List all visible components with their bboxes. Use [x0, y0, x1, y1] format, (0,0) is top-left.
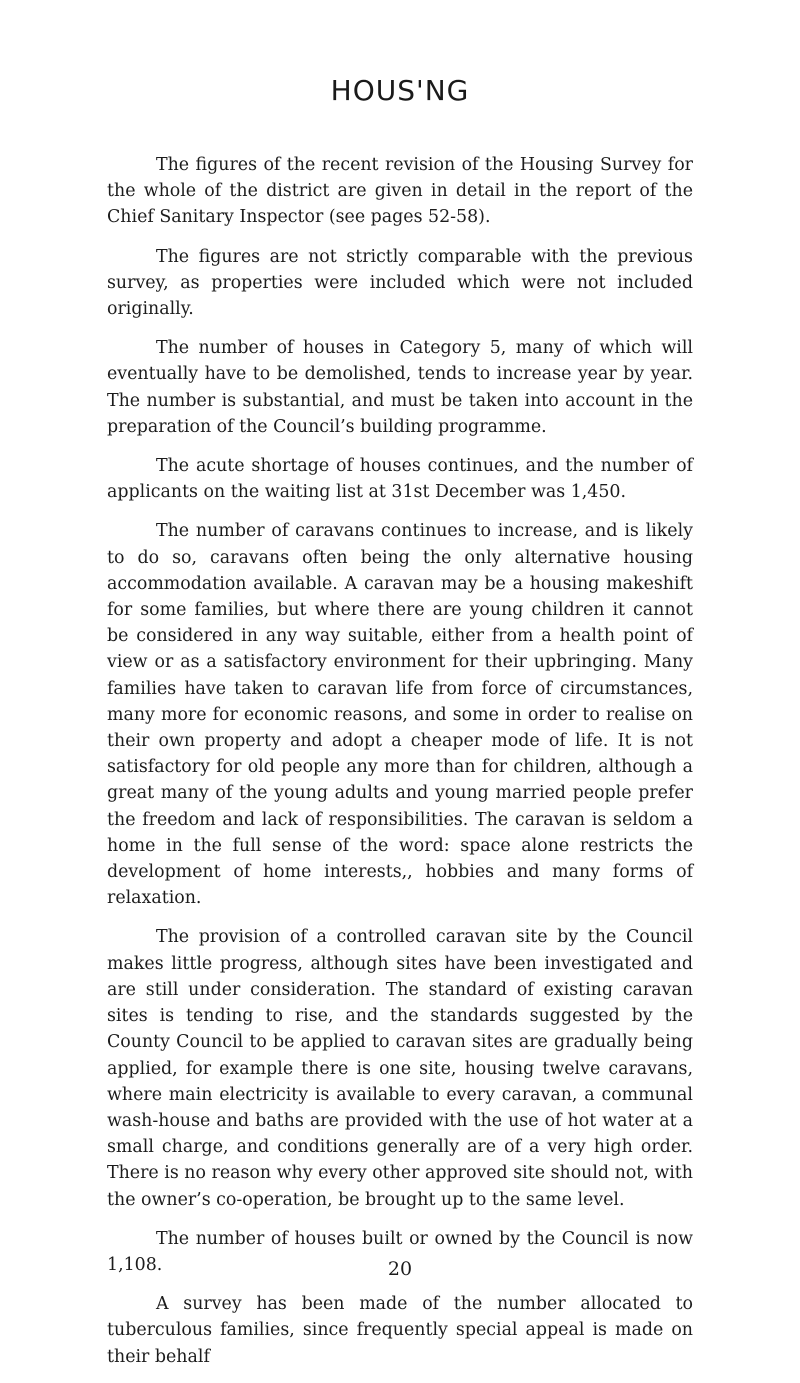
- body-text: [107, 152, 693, 1383]
- paragraph-shortage: The acute shortage of houses continues, and the number of applicants on the waiting list at 31st December was 1,450.: [107, 456, 693, 503]
- paragraph-caravans: The number of caravans continues to increase, and is likely to do so, caravans often being the only alternative housing accommodation available. A caravan may be a housing makeshift for some families, but where there are young children it cannot be considered in any way suitable, either from a health point of view or as a satisfactory environment for their upbringing. Many families have taken to caravan life from force of circumstances, many more for economic reasons, and some in order to realise on their own property and adopt a cheaper mode of life. It is not satisfactory for old people any more than for children, although a great many of the young adults and young married people prefer the freedom and lack of responsibilities. The caravan is seldom a home in the full sense of the word: space alone restricts the development of home interests,, hobbies and many forms of relaxation.: [107, 521, 693, 909]
- page-number: 20: [387, 1258, 413, 1280]
- paragraph-survey-figures: The figures of the recent revision of the Housing Survey for the whole of the district are given in detail in the report of the Chief Sanitary Inspector (see pages 52-58).: [107, 155, 693, 228]
- paragraph-caravan-site: The provision of a controlled caravan site by the Council makes little progress, although sites have been investigated and are still under consideration. The standard of existing caravan sites is tending to rise, and the standards suggested by the County Council to be applied to caravan sites are gradually being applied, for example there is one site, housing twelve caravans, where main electricity is available to every caravan, a communal wash-house and baths are provided with the use of hot water at a small charge, and conditions generally are of a very high order. There is no reason why every other approved site should not, with the owner’s co-operation, be brought up to the same level.: [107, 927, 693, 1210]
- paragraph-tuberculous: A survey has been made of the number allocated to tuberculous families, since frequently special appeal is made on their behalf: [107, 1294, 693, 1367]
- paragraph-comparability: The figures are not strictly comparable with the previous survey, as properties were included which were not included originally.: [107, 246, 693, 320]
- paragraph-council-houses: The number of houses built or owned by the Council is now 1,108.: [107, 1228, 693, 1275]
- paragraph-category-5: The number of houses in Category 5, many of which will eventually have to be demolished, tends to increase year by year. The number is substantial, and must be taken into account in the preparation of the Council’s building programme.: [107, 338, 693, 437]
- page-heading: HOUS'NG: [330, 74, 470, 107]
